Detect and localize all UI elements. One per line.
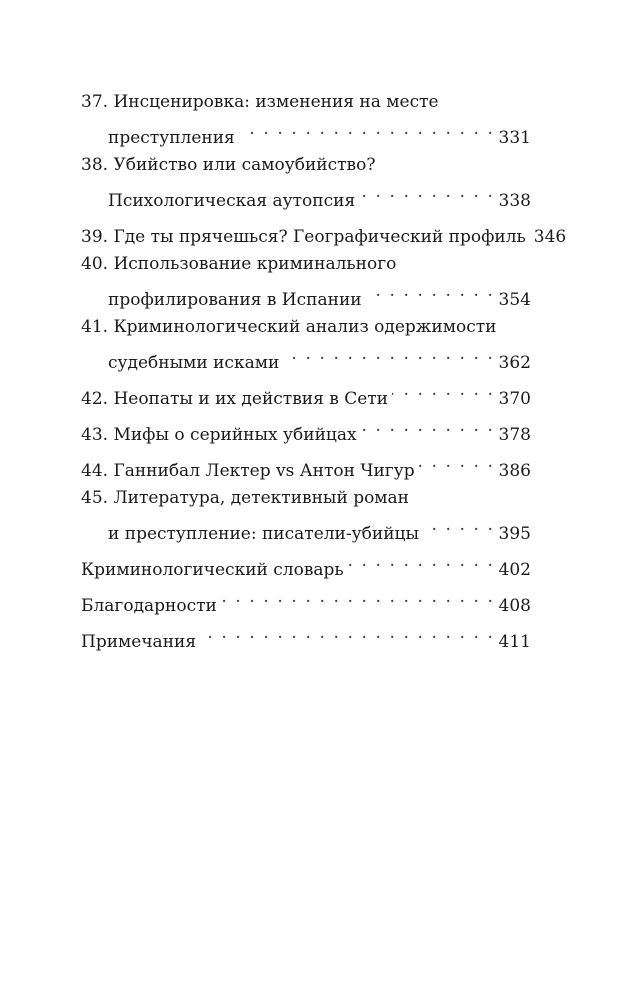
table-of-contents [81, 89, 567, 656]
toc-entry-title: Благодарности [81, 596, 217, 616]
toc-entry-39[interactable] [81, 215, 567, 251]
toc-entry-title: 43. Мифы о серийных убийцах [81, 425, 357, 445]
dot-leader [419, 449, 495, 476]
toc-entry-37[interactable] [81, 89, 531, 152]
toc-page-number: 370 [498, 389, 531, 409]
toc-entry-title-cont: судебными исками [108, 353, 280, 373]
toc-page-number: 331 [498, 128, 531, 148]
toc-page-number: 362 [498, 353, 531, 373]
dot-leader [221, 584, 495, 611]
toc-entry-title: 44. Ганнибал Лектер vs Антон Чигур [81, 461, 415, 481]
toc-entry-title-cont: и преступление: писатели-убийцы [108, 524, 419, 544]
toc-page-number: 346 [533, 227, 567, 247]
toc-entry-43[interactable] [81, 413, 531, 449]
dot-leader [366, 278, 495, 305]
dot-leader [239, 116, 495, 143]
toc-entry-title-cont: преступления [108, 128, 235, 148]
toc-entry-title: 39. Где ты прячешься? Географический профиль [81, 227, 526, 247]
toc-entry-42[interactable] [81, 377, 531, 413]
toc-page-number: 411 [498, 632, 531, 652]
toc-page-number: 378 [498, 425, 531, 445]
dot-leader [348, 548, 495, 575]
toc-entry-title: 38. Убийство или самоубийство? [81, 155, 376, 175]
toc-entry-title-cont: Психологическая аутопсия [108, 191, 356, 211]
dot-leader [359, 179, 494, 206]
toc-entry-acknowledgements[interactable] [81, 584, 531, 620]
toc-entry-title: Примечания [81, 632, 197, 652]
toc-page-number: 354 [498, 290, 531, 310]
toc-entry-title: 45. Литература, детективный роман [81, 488, 409, 508]
dot-leader [392, 377, 495, 404]
toc-entry-title: 41. Криминологический анализ одержимости [81, 317, 497, 337]
toc-page-number: 395 [498, 524, 531, 544]
toc-entry-44[interactable] [81, 449, 531, 485]
dot-leader [423, 512, 495, 539]
dot-leader [361, 413, 495, 440]
toc-page-number: 408 [498, 596, 531, 616]
toc-entry-glossary[interactable] [81, 548, 531, 584]
toc-entry-45[interactable] [81, 485, 531, 548]
toc-entry-title-cont: профилирования в Испании [108, 290, 362, 310]
toc-entry-40[interactable] [81, 251, 531, 314]
toc-entry-title: 37. Инсценировка: изменения на месте [81, 92, 439, 112]
toc-page-number: 402 [498, 560, 531, 580]
toc-entry-38[interactable] [81, 152, 531, 215]
toc-page-number: 386 [498, 461, 531, 481]
toc-entry-title: 40. Использование криминального [81, 254, 397, 274]
dot-leader [283, 341, 494, 368]
toc-entry-notes[interactable] [81, 620, 531, 656]
toc-entry-41[interactable] [81, 314, 531, 377]
toc-page-number: 338 [498, 191, 531, 211]
toc-entry-title: Криминологический словарь [81, 560, 344, 580]
dot-leader [200, 620, 494, 647]
toc-entry-title: 42. Неопаты и их действия в Сети [81, 389, 389, 409]
